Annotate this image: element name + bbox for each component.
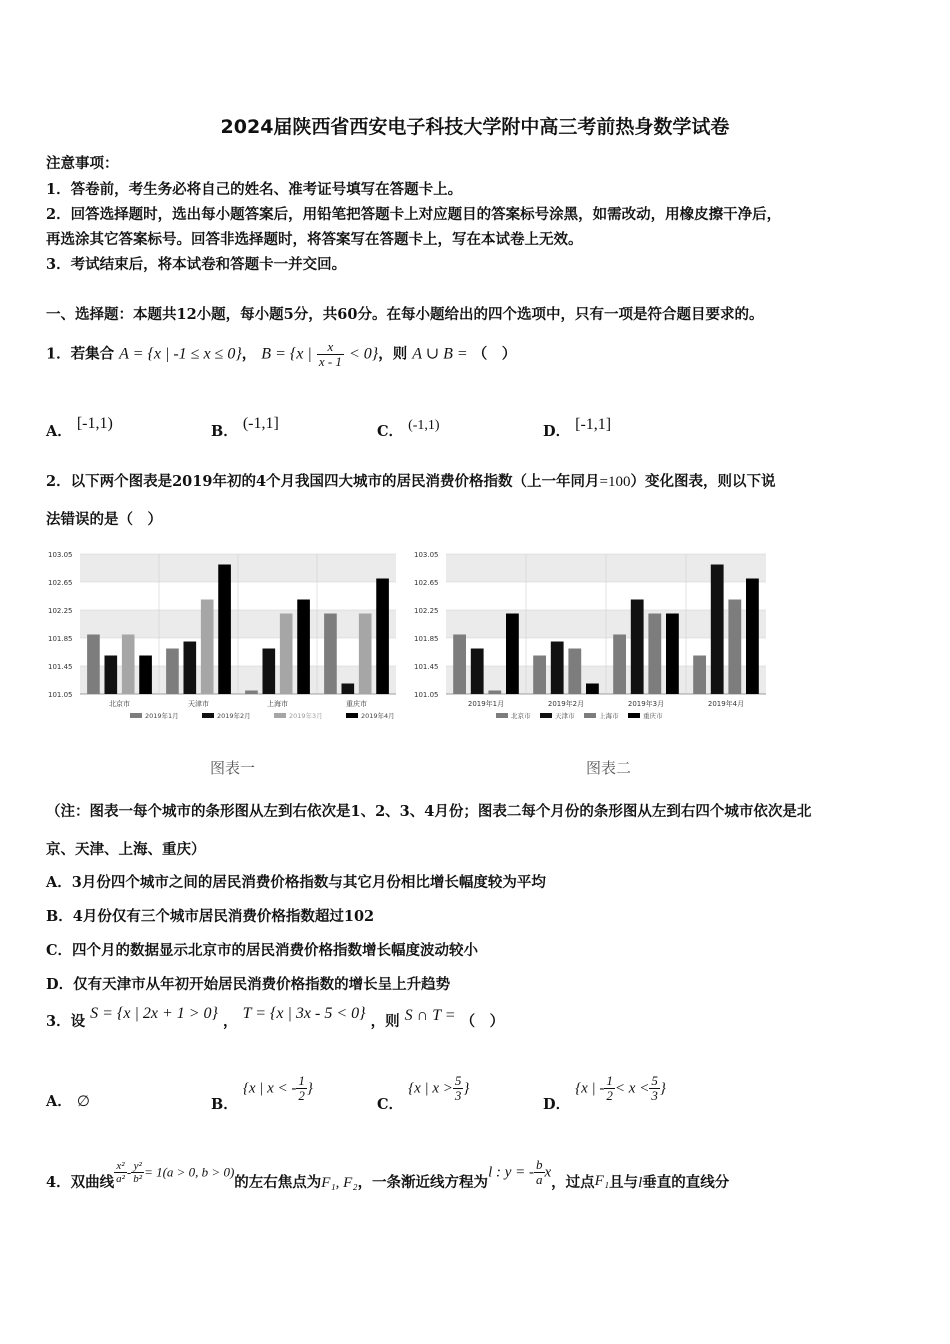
question-3 [46,1005,505,1031]
chart-2-legend-label: 重庆市 [643,712,663,720]
q4-asymptote-post: x [544,1164,552,1181]
q3-option-c-den: 3 [454,1088,462,1103]
note-item-3: 再选涂其它答案标号。回答非选择题时，将答案写在答题卡上，写在本试卷上无效。 [46,231,583,248]
q3-option-d[interactable] [543,1073,666,1113]
q3-then: ，则 [370,1013,400,1030]
chart-2-caption: 图表二 [586,759,632,777]
chart-2-category-label: 2019年3月 [627,700,665,708]
q1-suffix: ，则 [378,345,408,363]
chart-2-legend-label: 北京市 [511,712,531,720]
q3-option-c-fraction [453,1074,464,1103]
q3-set-t: T = {x | 3x - 5 < 0} [242,1005,366,1022]
q2-option-c[interactable] [46,939,478,960]
q2-eq: =100 [599,474,631,490]
q3-option-a-value: ∅ [76,1094,90,1110]
q1-option-d-label: D． [543,423,571,440]
chart-1-ytick-label: 101.45 [48,663,73,671]
chart-1-category-label: 上海市 [267,700,288,708]
q3-option-d-num-2: 5 [651,1073,658,1088]
q2-option-c-label: C． [46,942,73,959]
q1-comma: ， [241,345,257,363]
chart-1-bar [376,579,389,695]
chart-1-bar [280,614,293,695]
q4-prefix: 4．双曲线 [46,1173,115,1191]
q3-option-c-pre: {x | x > [408,1080,453,1097]
chart-2-bar [568,649,581,695]
q2-option-b-label: B． [46,908,73,925]
q4-asymptote-pre: l : y = - [488,1164,534,1181]
chart-2-ytick-label: 102.25 [414,607,439,615]
chart-1-bar [104,656,117,695]
q3-prefix: 3．设 [46,1013,86,1030]
chart-2-ytick-label: 101.85 [414,635,439,643]
q1-option-c-label: C． [377,423,404,440]
chart-1-bar [262,649,275,695]
chart-2-ytick-label: 103.05 [414,551,439,559]
q1-option-a[interactable] [46,415,113,441]
section-heading: 一、选择题：本题共12小题，每小题5分，共60分。在每小题给出的四个选项中，只有一项是符合题目要求的。 [46,306,764,323]
q4-text-4: 且与 [609,1173,639,1191]
q3-option-d-post: } [659,1080,666,1097]
chart-1-legend-swatch [274,713,286,718]
chart-1-category-label: 重庆市 [346,700,367,708]
note-item-1: 1．答卷前，考生务必将自己的姓名、准考证号填写在答题卡上。 [46,181,463,198]
q1-option-c[interactable] [377,420,440,441]
q1-option-a-value: [-1,1) [76,415,113,432]
q2-option-a-text: 3月份四个城市之间的居民消费价格指数与其它月份相比增长幅度较为平均 [71,874,546,891]
chart-1-bar [245,691,258,695]
chart-1-caption: 图表一 [210,759,256,777]
q4-point: F₁ [594,1172,610,1189]
chart-2-legend-swatch [628,713,640,718]
chart-1-bar [341,684,354,695]
notes-heading: 注意事项： [46,155,119,172]
q3-option-d-num-1: 1 [606,1073,613,1088]
q1-answer-paren: （ ） [472,345,517,363]
chart-1-bar [324,614,337,695]
chart-2-bar [613,635,626,695]
q4-line-l: l [638,1174,643,1191]
q3-expression: S ∩ T = [404,1007,456,1024]
chart-1-legend-label: 2019年4月 [361,712,395,720]
q4-fraction-y-num: y² [131,1160,144,1173]
q3-option-c-post: } [463,1080,470,1097]
q4-fraction-x-num: x² [114,1160,127,1173]
chart-2 [412,546,772,730]
q1-option-d-value: [-1,1] [575,416,612,433]
chart-1-bar [122,635,135,695]
question-2-line-2: 法错误的是（ ） [46,511,162,528]
q4-foci: F₁, F₂ [321,1174,358,1191]
q3-option-b[interactable] [211,1073,313,1113]
chart-1-category-label: 天津市 [188,700,209,708]
chart-1-legend-label: 2019年1月 [145,712,179,720]
chart-2-legend-swatch [496,713,508,718]
chart-2-bar [746,579,759,695]
chart-1-category-label: 北京市 [109,700,130,708]
q3-option-d-pre: {x | - [575,1080,605,1097]
question-4 [46,1157,730,1191]
q4-text-2: ，一条渐近线方程为 [357,1173,489,1191]
q3-option-b-post: } [306,1080,313,1097]
q1-option-b-label: B． [211,423,238,440]
q1-option-b[interactable] [211,415,279,441]
chart-2-legend-swatch [584,713,596,718]
chart-2-bar [693,656,706,695]
chart-2-ytick-label: 102.65 [414,579,439,587]
q4-asymptote-den: a [536,1172,543,1187]
question-1 [46,340,516,369]
q4-asymptote-fraction [534,1158,545,1187]
chart-2-ytick-label: 101.05 [414,691,439,699]
q1-set-a: A = {x | -1 ≤ x ≤ 0} [119,345,242,363]
q3-option-a-label: A． [46,1093,72,1110]
chart-1-bar [297,600,310,695]
q3-option-b-num: 1 [298,1073,305,1088]
q1-frac-den: x - 1 [318,354,342,369]
chart-1-bar [359,614,372,695]
chart-2-bar [648,614,661,695]
chart-1-legend-swatch [346,713,358,718]
q2-option-d-text: 仅有天津市从年初开始居民消费价格指数的增长呈上升趋势 [73,976,451,993]
q3-option-d-den-2: 3 [651,1088,658,1103]
q4-minus: - [126,1164,132,1180]
q3-option-c-label: C． [377,1095,404,1113]
chart-2-bar [506,614,519,695]
chart-2-bar [533,656,546,695]
chart-2-legend-label: 天津市 [555,712,575,720]
chart-1-bar [201,600,214,695]
q1-option-c-value: (-1,1) [408,418,440,433]
chart-2-bar [586,684,599,695]
chart-1-ytick-label: 102.25 [48,607,73,615]
q4-equation-rest: = 1(a > 0, b > 0) [144,1164,235,1180]
chart-1-legend-swatch [130,713,142,718]
chart-2-legend-label: 上海市 [599,712,619,720]
note-item-4: 3．考试结束后，将本试卷和答题卡一并交回。 [46,256,347,273]
q3-option-d-label: D． [543,1095,571,1113]
q3-answer-paren: （ ） [460,1013,505,1030]
question-2-line-1 [46,470,776,491]
q1-prefix: 1．若集合 [46,345,115,363]
chart-2-bar [728,600,741,695]
chart-2-bar [471,649,484,695]
chart-2-bar [551,642,564,695]
chart-2-category-label: 2019年2月 [547,700,585,708]
q4-text-5: 垂直的直线分 [642,1173,730,1191]
q1-option-a-label: A． [46,423,72,440]
q3-option-c-num: 5 [454,1073,462,1088]
q1-option-b-value: (-1,1] [242,415,279,432]
q4-fraction-y-den: b² [133,1173,143,1185]
q3-option-b-label: B． [211,1095,238,1113]
chart-1-ytick-label: 101.05 [48,691,73,699]
chart-1-bar [166,649,179,695]
chart-1-ytick-label: 101.85 [48,635,73,643]
q4-fraction-x-den: a² [116,1173,125,1185]
q4-fraction-y [131,1160,144,1185]
q3-option-d-den-1: 2 [606,1088,613,1103]
q3-set-s: S = {x | 2x + 1 > 0} [90,1005,218,1022]
q2-note-line-1: （注：图表一每个城市的条形图从左到右依次是1、2、3、4月份；图表二每个月份的条形图从左到右四个城市依次是北 [46,803,812,820]
chart-1-bar [87,635,100,695]
q4-text-3: ，过点 [551,1173,595,1191]
q1-set-b-left: B = {x | [261,345,312,363]
q4-fraction-x [114,1160,127,1185]
chart-2-legend-swatch [540,713,552,718]
chart-1-ytick-label: 103.05 [48,551,73,559]
q2-option-a[interactable] [46,871,546,892]
chart-2-category-label: 2019年1月 [467,700,505,708]
q3-comma: ， [223,1013,238,1030]
q2-note-line-2: 京、天津、上海、重庆） [46,841,206,858]
q2-option-c-text: 四个月的数据显示北京市的居民消费价格指数增长幅度波动较小 [72,942,479,959]
q3-option-b-pre: {x | x < - [242,1080,297,1097]
q2-option-d-label: D． [46,976,74,993]
q2-option-b[interactable] [46,905,374,926]
q3-option-b-den: 2 [298,1088,305,1103]
chart-2-category-label: 2019年4月 [707,700,745,708]
chart-1-ytick-label: 102.65 [48,579,73,587]
chart-1-bar [183,642,196,695]
chart-2-bar [631,600,644,695]
chart-2-ytick-label: 101.45 [414,663,439,671]
q2-option-a-label: A． [46,874,72,891]
chart-2-bar [488,691,501,695]
note-item-2: 2．回答选择题时，选出每小题答案后，用铅笔把答题卡上对应题目的答案标号涂黑，如需改动，用橡皮擦干净后， [46,206,782,223]
q1-set-b-fraction [317,340,344,369]
q3-option-b-fraction [296,1074,307,1103]
chart-2-bar [711,565,724,695]
q3-option-d-mid: < x < [614,1080,650,1097]
q3-option-d-fraction-1 [604,1074,615,1103]
chart-1-legend-swatch [202,713,214,718]
q3-option-a[interactable] [46,1090,90,1111]
q1-set-b-right: < 0} [349,345,379,363]
chart-1-bar [139,656,152,695]
chart-1-legend-label: 2019年3月 [289,712,323,720]
q2-text-2: ）变化图表，则以下说 [630,473,776,490]
chart-2-bar [666,614,679,695]
q4-asymptote-num: b [536,1157,543,1172]
q2-option-d[interactable] [46,973,450,994]
q1-option-d[interactable] [543,416,612,441]
q3-option-d-fraction-2 [649,1074,660,1103]
chart-1-legend-label: 2019年2月 [217,712,251,720]
q2-option-b-text: 4月份仅有三个城市居民消费价格指数超过102 [72,908,375,925]
q1-frac-num: x [317,340,344,355]
page-title: 2024届陕西省西安电子科技大学附中高三考前热身数学试卷 [220,116,730,138]
chart-1 [46,546,402,730]
chart-1-bar [218,565,231,695]
chart-2-bar [453,635,466,695]
q1-expression: A ∪ B = [412,345,468,363]
q2-text-1: 2．以下两个图表是2019年初的4个月我国四大城市的居民消费价格指数（上一年同月 [46,473,600,490]
q4-text-1: 的左右焦点为 [234,1173,322,1191]
q3-option-c[interactable] [377,1073,470,1113]
